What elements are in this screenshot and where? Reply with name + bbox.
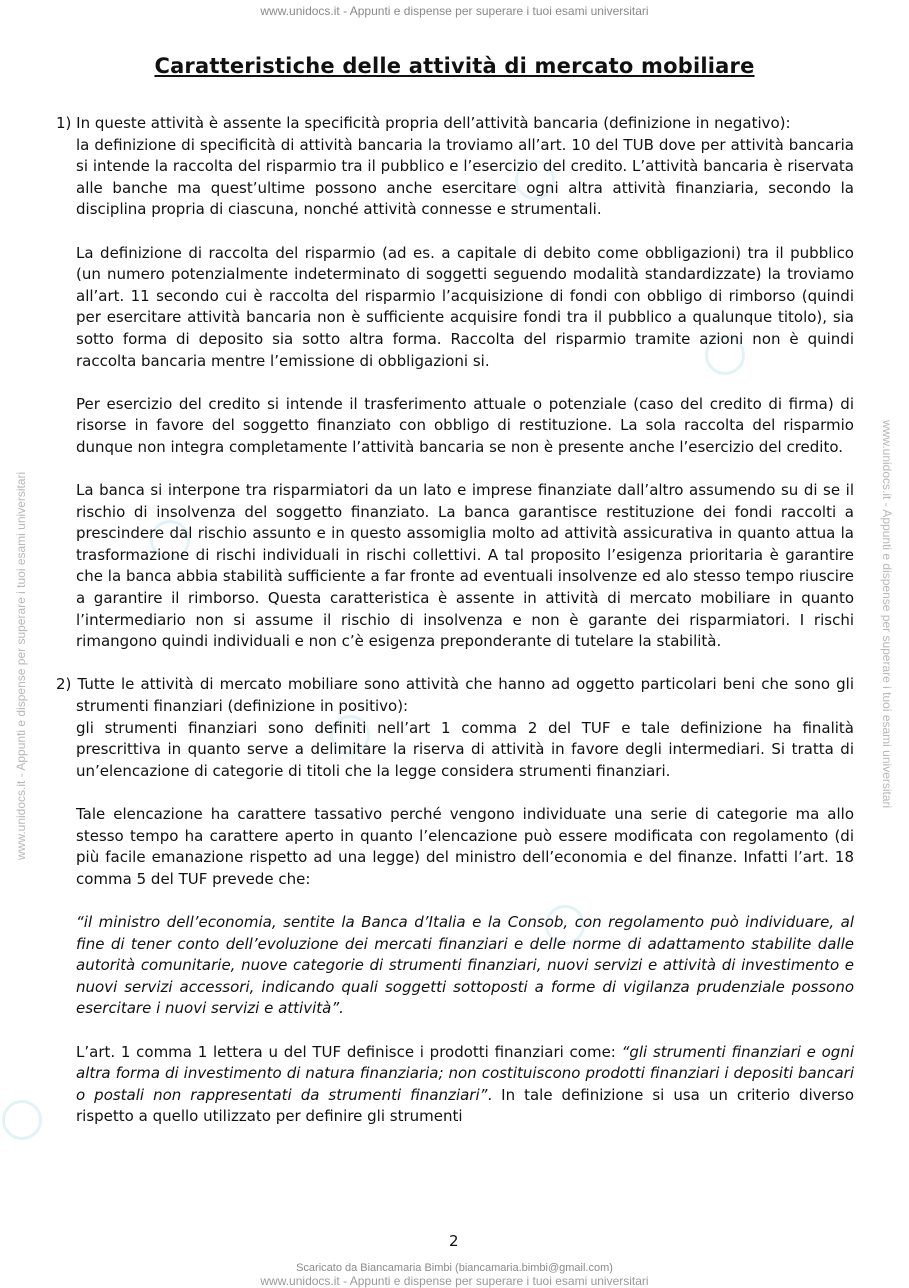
watermark-stamp [2,1100,42,1140]
paragraph-lead: L’art. 1 comma 1 lettera u del TUF definisce i prodotti finanziari come: [76,1042,622,1061]
section-2-paragraph: Tale elencazione ha carattere tassativo perché vengono individuate una serie di categorie ma allo stesso tempo ha carattere aperto in quanto l’elencazione può essere modificata con regolamento (di più facile emanazione rispetto ad una legge) del ministro dell’economia e del finanze. Infatti l’art. 18 comma 5 del TUF prevede che: [76,805,854,888]
section-2-paragraph: gli strumenti finanziari sono definiti nell’art 1 comma 2 del TUF e tale definizione ha finalità prescrittiva in quanto serve a delimitare la riserva di attività in favore degli intermediari. Si tratta di un’elencazione di categorie di titoli che la legge considera strumenti finanziari. [76,718,854,780]
watermark-bottom-site: www.unidocs.it - Appunti e dispense per superare i tuoi esami universitari [260,1274,649,1288]
watermark-bottom [0,1262,909,1288]
document-body [56,113,854,1128]
section-1-paragraph: La banca si interpone tra risparmiatori da un lato e imprese finanziate dall’altro assumendo su di se il rischio di insolvenza del soggetto finanziato. La banca garantisce restituzione dei fondi raccolti a prescindere dal rischio assunto e in questo assomiglia molto ad attività assicurativa in quanto attua la trasformazione di rischi individuali in rischi collettivi. A tal proposito l’esigenza prioritaria è garantire che la banca abbia stabilità sufficiente a far fronte ad eventuali insolvenze ed alo stesso tempo riuscire a garantire il rimborso. Questa caratteristica è assente in attività di mercato mobiliare in quanto l’intermediario non si assume il rischio di insolvenza e non è garante dei risparmiatori. I rischi rimangono quindi individuali e non c’è esigenza preponderante di tutelare la stabilità. [76,481,854,651]
section-1-heading: 1) In queste attività è assente la specificità propria dell’attività bancaria (definizione in negativo): [56,114,791,132]
watermark-top: www.unidocs.it - Appunti e dispense per superare i tuoi esami universitari [260,4,649,18]
section-2-heading: 2) Tutte le attività di mercato mobiliare sono attività che hanno ad oggetto particolari beni che sono gli strumenti finanziari (definizione in positivo): [56,675,854,716]
watermark-right: www.unidocs.it - Appunti e dispense per superare i tuoi esami universitari [880,420,894,809]
section-1-paragraph: La definizione di raccolta del risparmio (ad es. a capitale di debito come obbligazioni) tra il pubblico (un numero potenzialmente indeterminato di soggetti seguendo modalità standardizzate) la troviamo all’art. 11 secondo cui è raccolta del risparmio l’acquisizione di fondi con obbligo di rimborso (quindi per esercitare attività bancaria non è sufficiente acquisire fondi tra il pubblico a qualunque titolo), sia sotto forma di deposito sia sotto altra forma. Raccolta del risparmio tramite azioni non è quindi raccolta bancaria mentre l’emissione di obbligazioni si. [76,243,854,370]
paragraph-tail: . In tale definizione si usa un criterio diverso rispetto a quello utilizzato per definire gli strumenti [76,1085,854,1126]
legal-quote: “il ministro dell’economia, sentite la Banca d’Italia e la Consob, con regolamento può individuare, al fine di tener conto dell’evoluzione dei mercati finanziari e delle norme di adattamento stabilite dalle autorità comunitarie, nuove categorie di strumenti finanziari, nuovi servizi e attività di investimento e nuovi servizi accessori, indicando quali soggetti sottoposti a forme di vigilanza prudenziale possono esercitare i nuovi servizi e attività”. [76,912,854,1018]
section-1-paragraph: la definizione di specificità di attività bancaria la troviamo all’art. 10 del TUB dove per attività bancaria si intende la raccolta del risparmio tra il pubblico e l’esercizio del credito. L’attività bancaria è riservata alle banche ma quest’ultime possono anche esercitare ogni altra attività finanziaria, secondo la disciplina propria di ciascuna, nonché attività connesse e strumentali. [76,135,854,219]
page-title: Caratteristiche delle attività di mercato mobiliare [154,54,755,78]
section-2-paragraph [56,1042,854,1128]
page-number: 2 [449,1232,459,1250]
section-1-paragraph: Per esercizio del credito si intende il trasferimento attuale o potenziale (caso del credito di firma) di risorse in favore del soggetto finanziato con obbligo di restituzione. La sola raccolta del risparmio dunque non integra completamente l’attività bancaria se non è presente anche l’esercizio del credito. [76,394,854,456]
definition-quote: “gli strumenti finanziari e ogni altra forma di investimento di natura finanziaria; non costituiscono prodotti finanziari i depositi bancari o postali non rappresentati da strumenti finanziari” [76,1042,854,1104]
download-credit: Scaricato da Biancamaria Bimbi (biancamaria.bimbi@gmail.com) [296,1262,613,1274]
watermark-left: www.unidocs.it - Appunti e dispense per superare i tuoi esami universitari [14,471,28,860]
